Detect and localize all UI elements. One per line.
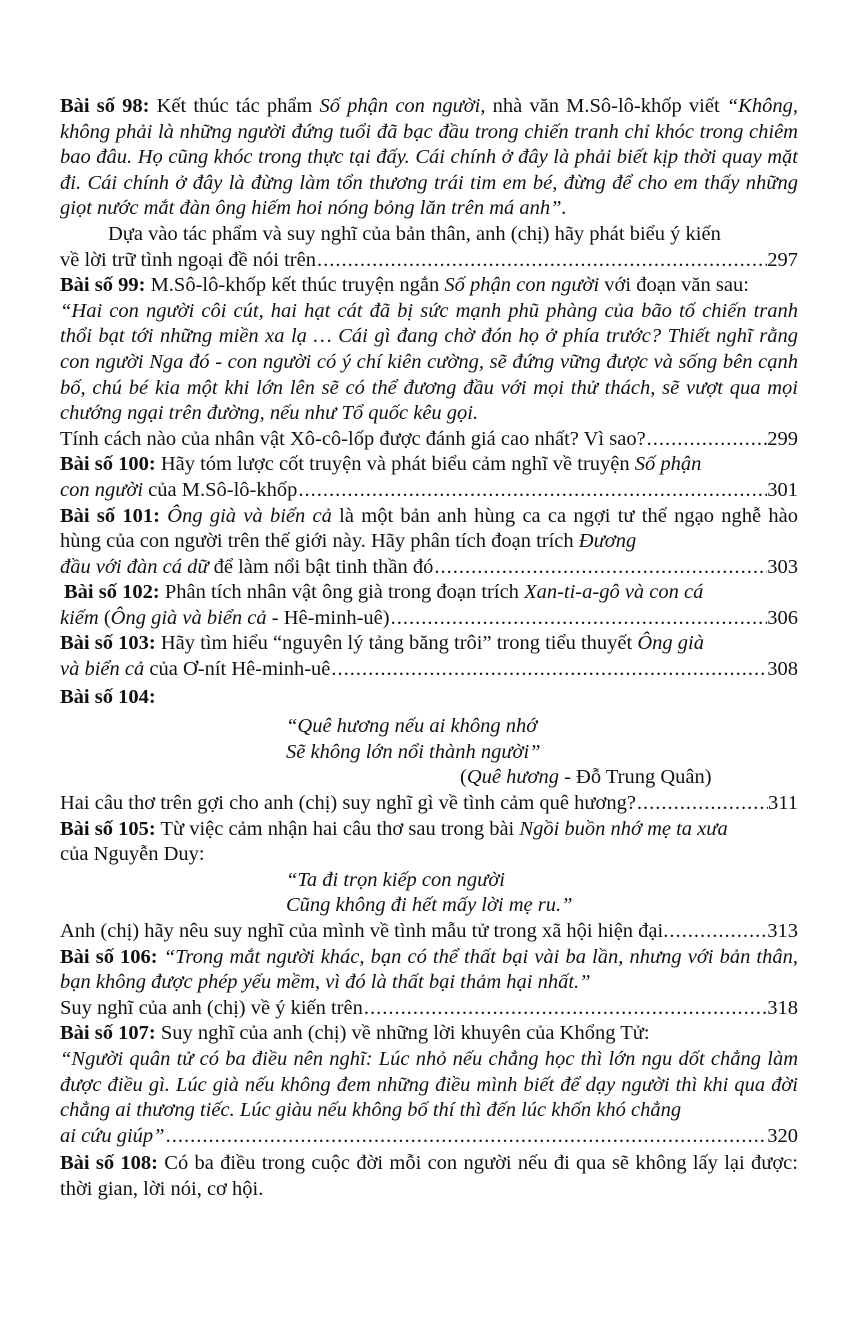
quote-text: “Người quân tử có ba điều nên nghĩ: Lúc nhỏ nếu chẳng học thì lớn ngu dốt chẳng làm được điều gì. Lúc già nếu không đem những điều mình biết để dạy người thì khi qua đời chẳng ai thương tiếc. Lúc giàu nếu không bố thí thì đến lúc khốn khó chẳng xyxy=(60,1047,798,1122)
entry-text: M.Sô-lô-khốp kết thúc truyện ngắn xyxy=(145,274,445,297)
leader-dots xyxy=(668,919,767,945)
leader-dots xyxy=(297,478,767,504)
page-number: 320 xyxy=(767,1124,798,1147)
page-number: 308 xyxy=(767,658,798,681)
leader-dots xyxy=(316,248,767,274)
work-title: Quê hương xyxy=(466,766,559,789)
leader-dots xyxy=(363,996,767,1022)
poem-line xyxy=(286,714,798,740)
poem-line xyxy=(286,740,798,766)
entry-105 xyxy=(60,817,798,843)
toc-line xyxy=(60,919,798,945)
toc-text: - Hê-minh-uê) xyxy=(266,606,390,629)
entry-title: Bài số 99: xyxy=(60,274,146,297)
entry-text: Có ba điều trong cuộc đời mỗi con người nếu đi qua sẽ không lấy lại được: thời gian, lời nói, cơ hội. xyxy=(60,1152,798,1200)
leader-dots xyxy=(330,657,767,683)
work-title: Số phận xyxy=(634,453,702,476)
excerpt-title: kiếm xyxy=(60,606,99,629)
leader-dots xyxy=(636,791,768,817)
excerpt-title: Đương xyxy=(578,530,637,553)
toc-line xyxy=(60,478,798,504)
document-page xyxy=(60,94,798,1203)
leader-dots xyxy=(646,427,768,453)
entry-99 xyxy=(60,273,798,299)
work-title: Ông già và biển cả xyxy=(110,606,267,629)
toc-line xyxy=(60,996,798,1022)
entry-title: Bài số 102: xyxy=(64,581,160,604)
toc-text: để làm nổi bật tinh thần đó xyxy=(208,555,434,578)
toc-line xyxy=(60,427,798,453)
toc-text: Suy nghĩ của anh (chị) về ý kiến trên xyxy=(60,996,363,1019)
entry-title: Bài số 106: xyxy=(60,945,158,968)
page-number: 297 xyxy=(767,248,798,271)
entry-text: Hãy tìm hiểu “nguyên lý tảng băng trôi” trong tiểu thuyết xyxy=(155,632,638,655)
toc-line xyxy=(60,791,798,817)
entry-text: Từ việc cảm nhận hai câu thơ sau trong bài xyxy=(155,817,520,840)
page-number: 318 xyxy=(767,996,798,1019)
work-title: Ngồi buồn nhớ mẹ ta xưa xyxy=(519,817,728,840)
poem-text: Sẽ không lớn nổi thành người” xyxy=(286,740,541,763)
toc-text: Anh (chị) hãy nêu suy nghĩ của mình về tình mẫu tử trong xã hội hiện đại. xyxy=(60,920,669,942)
entry-text: Suy nghĩ của anh (chị) về những lời khuyên của Khổng Tử: xyxy=(155,1022,650,1045)
entry-text: , nhà văn M.Sô-lô-khốp viết xyxy=(480,95,727,117)
toc-line xyxy=(60,606,798,632)
entry-98 xyxy=(60,94,798,222)
entry-title: Bài số 98: xyxy=(60,95,150,117)
leader-dots xyxy=(433,555,767,581)
page-number: 313 xyxy=(767,920,798,942)
entry-title: Bài số 100: xyxy=(60,453,156,476)
toc-text: ( xyxy=(98,606,111,629)
work-title: Ông già xyxy=(637,632,704,655)
source-author: - Đỗ Trung Quân) xyxy=(558,766,712,789)
page-number: 311 xyxy=(768,792,798,815)
entry-text: Hãy tóm lược cốt truyện và phát biểu cảm nghĩ về truyện xyxy=(155,453,635,476)
entry-text: Kết thúc tác phẩm xyxy=(149,95,320,117)
entry-title: Bài số 108: xyxy=(60,1152,159,1175)
entry-104 xyxy=(60,685,798,711)
entry-106 xyxy=(60,945,798,996)
excerpt-title: Xan-ti-a-gô và con cá xyxy=(524,581,704,604)
toc-line xyxy=(60,248,798,274)
entry-108 xyxy=(60,1151,798,1202)
toc-text: Hai câu thơ trên gợi cho anh (chị) suy nghĩ gì về tình cảm quê hương? xyxy=(60,792,636,815)
entry-title: Bài số 107: xyxy=(60,1022,156,1045)
entry-title: Bài số 104: xyxy=(60,685,156,708)
entry-99-quote xyxy=(60,299,798,427)
entry-107 xyxy=(60,1021,798,1047)
toc-text: của M.Sô-lô-khốp xyxy=(143,478,298,501)
work-title: con người xyxy=(60,478,144,501)
quote-text: “Hai con người côi cút, hai hạt cát đã bị sức mạnh phũ phàng của bão tố chiến tranh thổi bạt tới những miền xa lạ … Cái gì đang chờ đón họ ở phía trước? Thiết nghĩ rằng con người Nga đó - con người có ý chí kiên cường, sẽ đứng vững được và sống bên cạnh bố, chú bé kia một khi lớn lên sẽ có thể đương đầu với mọi thử thách, sẽ vượt qua mọi chướng ngại trên đường, nếu như Tổ quốc kêu gọi. xyxy=(60,299,798,425)
entry-text: với đoạn văn sau: xyxy=(599,274,749,297)
page-number: 303 xyxy=(767,555,798,578)
entry-101 xyxy=(60,504,798,555)
toc-text: ai cứu giúp” xyxy=(60,1124,165,1147)
entry-98-prompt xyxy=(60,222,798,248)
entry-103 xyxy=(60,631,798,657)
page-number: 306 xyxy=(767,606,798,629)
poem-line xyxy=(286,893,798,919)
page-number: 301 xyxy=(767,478,798,501)
poem-text: Cũng không đi hết mấy lời mẹ ru.” xyxy=(286,894,573,917)
quote-text: “Không, không phải là những người đứng tuổi đã bạc đầu trong chiến tranh chỉ khóc trong chiêm bao đâu. Họ cũng khóc trong thực tại đấy. Cái chính ở đây là phải biết kịp thời quay mặt đi. Cái chính ở đây là đừng làm tổn thương trái tim em bé, đừng để cho em thấy những giọt nước mắt đàn ông hiếm hoi nóng bỏng lăn trên má anh”. xyxy=(60,95,798,220)
entry-100 xyxy=(60,452,798,478)
poem-text: “Ta đi trọn kiếp con người xyxy=(286,868,505,891)
entry-text: là một bản anh hùng ca ca ngợi tư thế ngạo nghễ hào hùng của con người trên thế giới này. Hãy phân tích đoạn trích xyxy=(60,504,798,553)
toc-line xyxy=(60,657,798,683)
quote-text: “Trong mắt người khác, bạn có thể thất bại vài ba lần, nhưng với bản thân, bạn không được phép yếu mềm, vì đó là thất bại thảm hại nhất.” xyxy=(60,945,798,994)
work-title: Số phận con người xyxy=(319,95,481,117)
toc-text: về lời trữ tình ngoại đề nói trên xyxy=(60,248,316,271)
poem-source xyxy=(460,765,798,791)
toc-line xyxy=(60,555,798,581)
leader-dots xyxy=(390,606,768,632)
entry-105-cont xyxy=(60,842,798,868)
entry-text: Phân tích nhân vật ông già trong đoạn trích xyxy=(159,581,525,604)
entry-102 xyxy=(60,580,798,606)
entry-107-quote xyxy=(60,1047,798,1124)
poem-line xyxy=(286,868,798,894)
toc-line xyxy=(60,1124,798,1150)
work-title: Ông già và biển cả xyxy=(167,504,332,527)
entry-title: Bài số 101: xyxy=(60,504,160,527)
page-number: 299 xyxy=(767,427,798,450)
work-title: Số phận con người xyxy=(444,274,600,297)
source-text: ( xyxy=(460,766,467,789)
work-title: và biển cả xyxy=(60,658,145,681)
entry-title: Bài số 105: xyxy=(60,817,156,840)
poem-text: “Quê hương nếu ai không nhớ xyxy=(286,715,538,738)
entry-title: Bài số 103: xyxy=(60,632,156,655)
toc-text: của Ơ-nít Hê-minh-uê xyxy=(144,658,331,681)
leader-dots xyxy=(165,1124,768,1150)
toc-text: Tính cách nào của nhân vật Xô-cô-lốp được đánh giá cao nhất? Vì sao? xyxy=(60,427,646,450)
prompt-text: Dựa vào tác phẩm và suy nghĩ của bản thân, anh (chị) hãy phát biểu ý kiến xyxy=(108,222,721,245)
excerpt-title: đầu với đàn cá dữ xyxy=(60,555,209,578)
entry-text: của Nguyễn Duy: xyxy=(60,843,205,866)
